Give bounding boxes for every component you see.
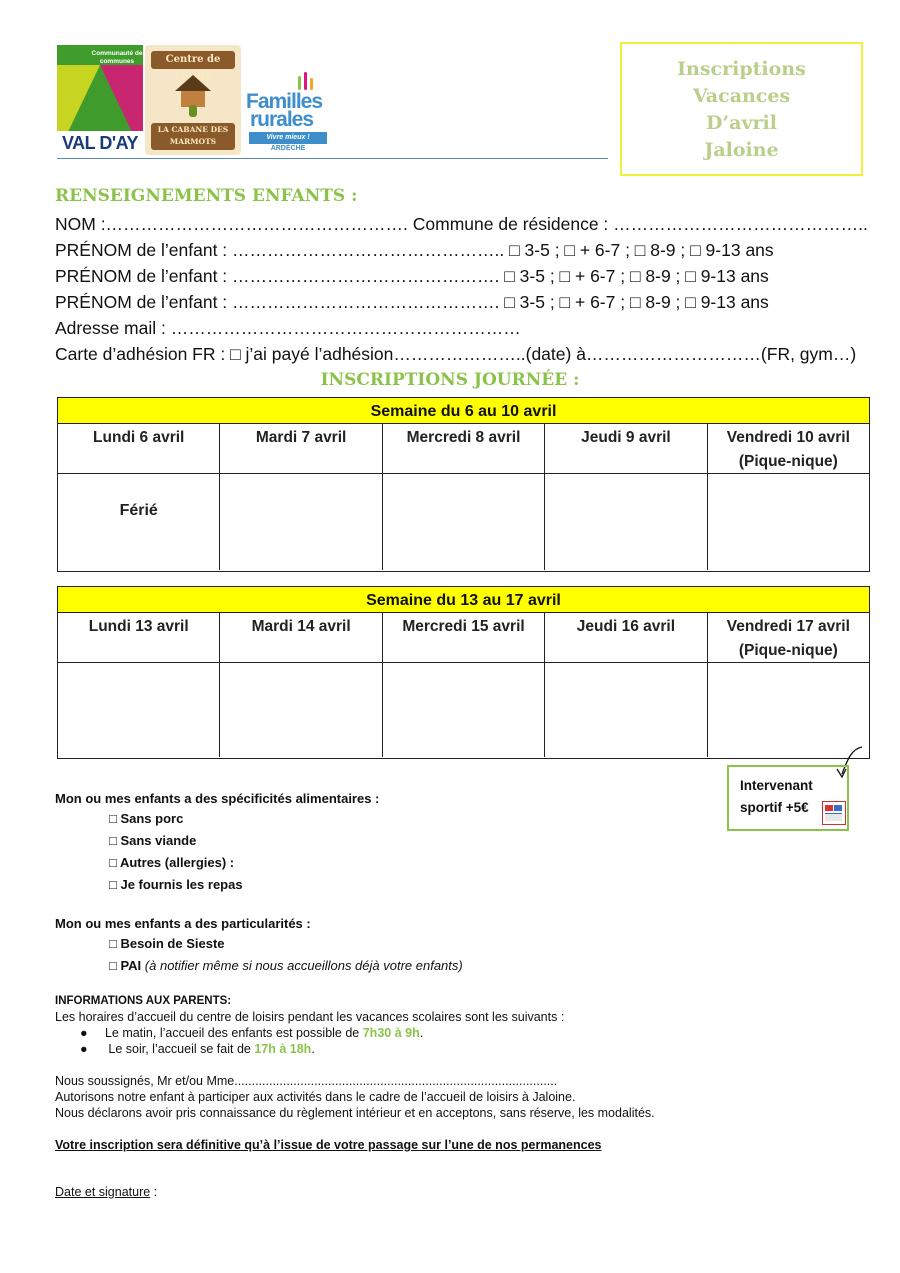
- day-cell[interactable]: [383, 663, 545, 757]
- day-cell[interactable]: [545, 663, 707, 757]
- familles-rurales-word1: Familles: [246, 90, 323, 113]
- infos-matin: [80, 1026, 423, 1040]
- infos-heading: INFORMATIONS AUX PARENTS:: [55, 995, 232, 1007]
- infos-intro: Les horaires d’accueil du centre de loisirs pendant les vacances scolaires sont les suivants :: [55, 1010, 565, 1024]
- option-autres-allergies[interactable]: □ Autres (allergies) :: [109, 855, 235, 870]
- familles-rurales-department: ARDÈCHE: [270, 145, 306, 152]
- infos-soir: [80, 1042, 315, 1056]
- day-header: Lundi 6 avril: [58, 424, 220, 473]
- cabane-logo: [145, 45, 241, 155]
- valday-logo-subtitle: Communauté de communes: [91, 50, 143, 65]
- period: .: [419, 1026, 424, 1040]
- consent-line-3: Nous déclarons avoir pris connaissance du règlement intérieur et en acceptons, sans réserve, les modalités.: [55, 1106, 655, 1120]
- familles-rurales-tagline: Vivre mieux !: [249, 132, 327, 144]
- day-header: Vendredi 10 avril (Pique-nique): [726, 429, 850, 470]
- title-box: [620, 42, 863, 176]
- intervenant-box: [727, 765, 849, 831]
- day-cell[interactable]: [220, 474, 382, 570]
- soir-time: 17h à 18h: [254, 1042, 312, 1056]
- valday-logo: [57, 45, 143, 155]
- signature-colon: :: [150, 1185, 158, 1199]
- familles-rurales-word2: rurales: [250, 108, 314, 131]
- day-cell[interactable]: [708, 474, 869, 570]
- title-line: Jaloine: [704, 139, 779, 161]
- inscriptions-heading: INSCRIPTIONS JOURNÉE :: [320, 370, 580, 390]
- matin-text: Le matin, l’accueil des enfants est possible de: [104, 1026, 363, 1040]
- day-cell[interactable]: [220, 663, 382, 757]
- day-header: Mardi 7 avril: [220, 424, 382, 473]
- day-header: Lundi 13 avril: [58, 613, 220, 662]
- week-table-1: [57, 397, 870, 572]
- valday-logo-brand: VAL D'AY: [57, 131, 143, 155]
- figure-icon: [304, 72, 307, 90]
- title-line: Vacances: [692, 85, 791, 107]
- day-cell[interactable]: [708, 663, 869, 757]
- pai-note: (à notifier même si nous accueillons déjà votre enfants): [144, 958, 463, 973]
- title-line: Inscriptions: [677, 58, 806, 80]
- email-field-line[interactable]: Adresse mail : ……………………………………………………: [55, 318, 521, 338]
- option-je-fournis-repas[interactable]: □ Je fournis les repas: [109, 877, 243, 892]
- carte-adhesion-line[interactable]: Carte d’adhésion FR : □ j’ai payé l’adhésion…………………..(date) à…………………………(FR, gym…): [55, 344, 857, 364]
- day-header: Jeudi 16 avril: [545, 613, 707, 662]
- title-line: D’avril: [706, 112, 777, 134]
- day-cell[interactable]: [58, 663, 220, 757]
- signature-line[interactable]: [55, 1185, 157, 1199]
- cabane-logo-name: LA CABANE DES MARMOTS: [151, 123, 235, 150]
- intervenant-line-1: Intervenant: [740, 778, 813, 793]
- renseignements-heading: RENSEIGNEMENTS ENFANTS :: [55, 186, 358, 206]
- option-pai[interactable]: [109, 958, 463, 973]
- week-header-row: [58, 424, 869, 474]
- day-cell[interactable]: [383, 474, 545, 570]
- intervenant-line-2: sportif +5€: [740, 800, 809, 815]
- figure-icon: [310, 78, 313, 90]
- prenom-field-line-1[interactable]: PRÉNOM de l’enfant : ……………………………………….. □ 3-5 ; □ + 6-7 ; □ 8-9 ; □ 9-13 ans: [55, 240, 774, 260]
- definitive-notice: Votre inscription sera définitive qu’à l’issue de votre passage sur l’une de nos permanences: [55, 1138, 602, 1152]
- matin-time: 7h30 à 9h: [362, 1026, 420, 1040]
- period: .: [311, 1042, 315, 1056]
- day-cell: Férié: [58, 474, 220, 570]
- week-table-2: [57, 586, 870, 759]
- header-divider: [57, 158, 608, 159]
- consent-line-2: Autorisons notre enfant à participer aux activités dans le cadre de l’accueil de loisirs à Jaloine.: [55, 1090, 576, 1104]
- bullet: ●: [80, 1042, 88, 1056]
- hut-icon: [175, 75, 211, 115]
- signature-label: Date et signature: [55, 1185, 151, 1199]
- cabane-logo-title: Centre de Loisirs: [151, 51, 235, 69]
- week-cell-row: [58, 474, 869, 570]
- day-cell[interactable]: [545, 474, 707, 570]
- pai-label: □ PAI: [109, 958, 142, 973]
- day-header: Mercredi 8 avril: [383, 424, 545, 473]
- week-title: Semaine du 13 au 17 avril: [58, 587, 869, 613]
- prenom-field-line-2[interactable]: PRÉNOM de l’enfant : ………………………………………. □ 3-5 ; □ + 6-7 ; □ 8-9 ; □ 9-13 ans: [55, 266, 769, 286]
- day-header: Vendredi 17 avril (Pique-nique): [726, 618, 850, 659]
- bullet: ●: [80, 1026, 88, 1040]
- figure-icon: [298, 76, 301, 90]
- option-sans-viande[interactable]: □ Sans viande: [109, 833, 197, 848]
- day-header: Mardi 14 avril: [220, 613, 382, 662]
- alimentaires-heading: Mon ou mes enfants a des spécificités alimentaires :: [55, 791, 380, 806]
- option-besoin-sieste[interactable]: □ Besoin de Sieste: [109, 936, 225, 951]
- consent-line-1[interactable]: Nous soussignés, Mr et/ou Mme.............................................................................................: [55, 1074, 558, 1088]
- particularites-heading: Mon ou mes enfants a des particularités :: [55, 916, 311, 931]
- week-cell-row: [58, 663, 869, 757]
- soir-text: Le soir, l’accueil se fait de: [108, 1042, 255, 1056]
- week-title: Semaine du 6 au 10 avril: [58, 398, 869, 424]
- day-header: Jeudi 9 avril: [545, 424, 707, 473]
- day-header: Mercredi 15 avril: [383, 613, 545, 662]
- sport-badge-icon: [822, 801, 846, 825]
- option-sans-porc[interactable]: □ Sans porc: [109, 811, 184, 826]
- familles-rurales-logo: [246, 70, 336, 155]
- nom-field-line[interactable]: NOM :……………………………………………. Commune de résidence : ……………………………………..: [55, 214, 868, 234]
- week-header-row: [58, 613, 869, 663]
- prenom-field-line-3[interactable]: PRÉNOM de l’enfant : ………………………………………. □ 3-5 ; □ + 6-7 ; □ 8-9 ; □ 9-13 ans: [55, 292, 769, 312]
